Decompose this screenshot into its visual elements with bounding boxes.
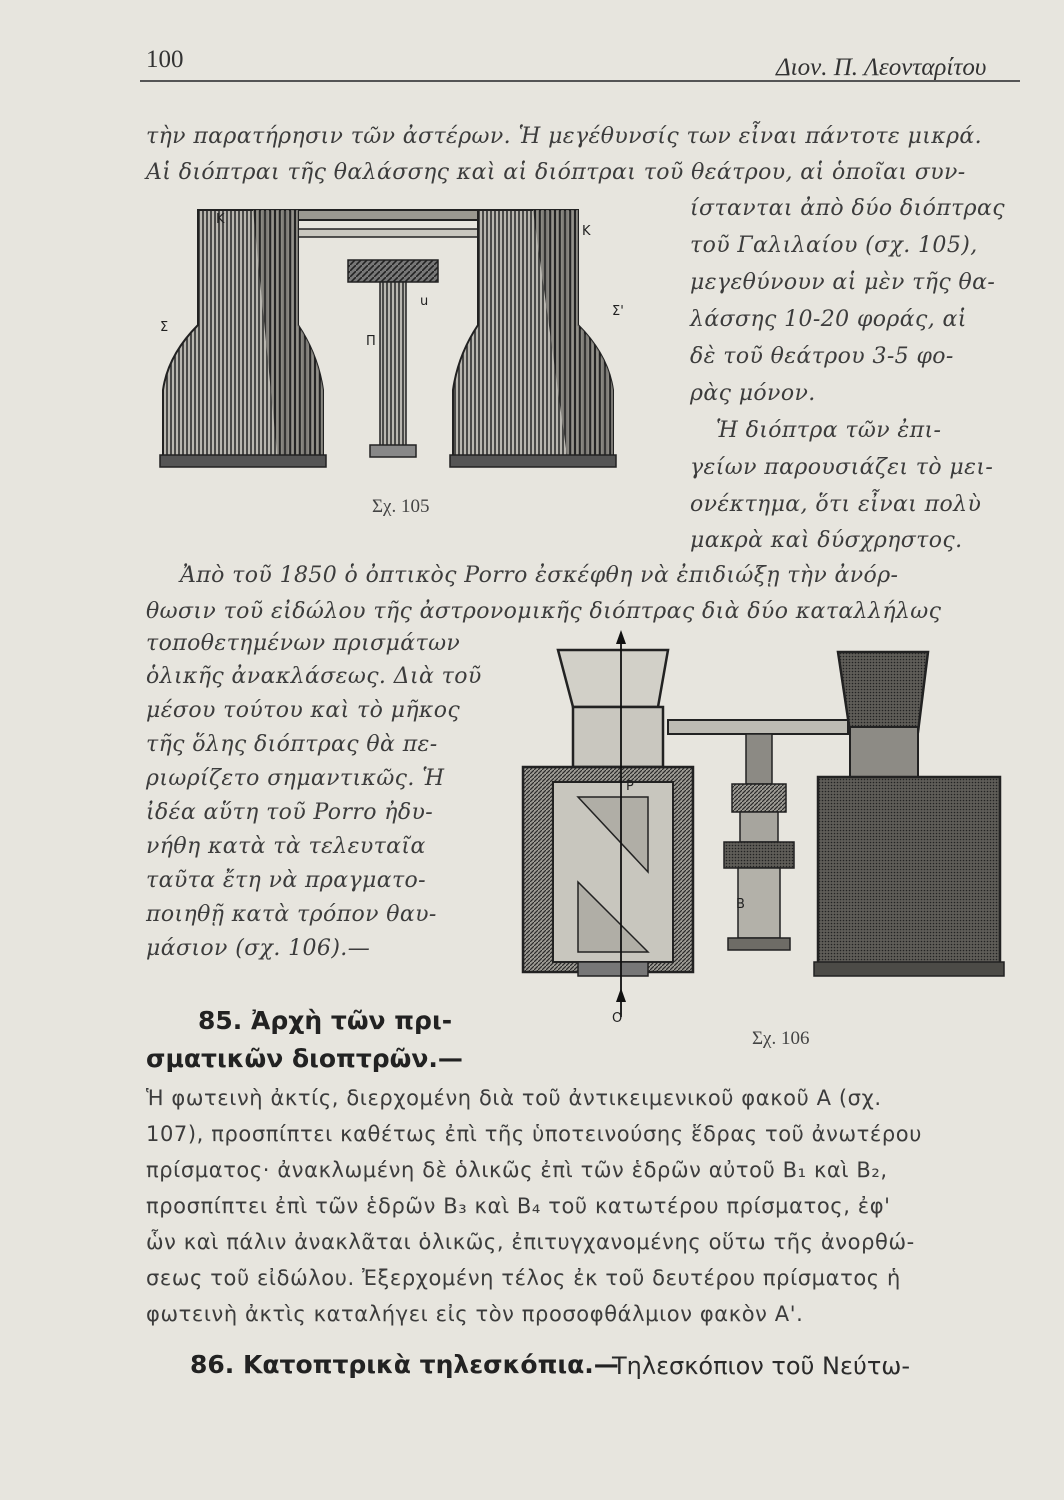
text-line: θωσιν τοῦ εἰδώλου τῆς ἀστρονομικῆς διόπτρας διὰ δύο καταλλήλως xyxy=(146,599,942,624)
text-line: Ἡ φωτεινὴ ἀκτίς, διερχομένη διὰ τοῦ ἀντικειμενικοῦ φακοῦ Α (σχ. xyxy=(146,1086,882,1110)
figure-105-caption: Σχ. 105 xyxy=(372,496,430,517)
label-pi: Π xyxy=(366,334,376,349)
section-85-heading-line1: 85. Ἀρχὴ τῶν πρι- xyxy=(198,1006,453,1035)
label-O: O xyxy=(612,1011,623,1022)
text-line: ταῦτα ἔτη νὰ πραγματο- xyxy=(146,868,426,893)
text-line: τὴν παρατήρησιν τῶν ἀστέρων. Ἡ μεγέθυνσίς των εἶναι πάντοτε μικρά. xyxy=(146,124,983,149)
text-line: ὧν καὶ πάλιν ἀνακλᾶται ὁλικῶς, ἐπιτυγχανομένης οὕτω τῆς ἀνορθώ- xyxy=(146,1230,915,1254)
text-line: μεγεθύνουν αἱ μὲν τῆς θα- xyxy=(690,270,996,295)
label-P: P xyxy=(626,779,634,794)
label-u: u xyxy=(420,294,429,309)
label-K-left: K xyxy=(216,212,225,227)
running-title: Διον. Π. Λεονταρίτου xyxy=(776,54,987,81)
section-86-text: Τηλεσκόπιον τοῦ Νεύτω- xyxy=(612,1352,911,1380)
text-line: νήθη κατὰ τὰ τελευταῖα xyxy=(146,834,426,859)
figure-106-caption: Σχ. 106 xyxy=(752,1028,810,1049)
text-line: Ἀπὸ τοῦ 1850 ὁ ὀπτικὸς Porro ἐσκέφθη νὰ ἐπιδιώξῃ τὴν ἀνόρ- xyxy=(180,563,899,588)
text-line: προσπίπτει ἐπὶ τῶν ἑδρῶν Β₃ καὶ Β₄ τοῦ κατωτέρου πρίσματος, ἐφ' xyxy=(146,1194,891,1218)
text-line: ποιηθῇ κατὰ τρόπον θαυ- xyxy=(146,902,437,927)
text-line: τῆς ὅλης διόπτρας θὰ πε- xyxy=(146,732,438,757)
text-line: σεως τοῦ εἰδώλου. Ἐξερχομένη τέλος ἐκ τοῦ δευτέρου πρίσματος ἡ xyxy=(146,1266,901,1290)
label-K-right: K xyxy=(582,224,591,239)
text-line: ρὰς μόνον. xyxy=(690,381,816,406)
text-line: 107), προσπίπτει καθέτως ἐπὶ τῆς ὑποτεινούσης ἕδρας τοῦ ἀνωτέρου xyxy=(146,1122,922,1146)
text-line: ὁλικῆς ἀνακλάσεως. Διὰ τοῦ xyxy=(146,664,482,689)
figure-106-prismatic-binoculars xyxy=(518,622,1008,1022)
figure-105-opera-glasses xyxy=(158,205,638,475)
label-B: B xyxy=(736,897,745,912)
text-line: ριωρίζετο σημαντικῶς. Ἡ xyxy=(146,766,445,791)
section-85-heading-line2: σματικῶν διοπτρῶν.— xyxy=(146,1044,463,1073)
label-sigma-right: Σ' xyxy=(612,304,624,319)
text-line: μάσιον (σχ. 106).— xyxy=(146,936,371,961)
text-line: τοῦ Γαλιλαίου (σχ. 105), xyxy=(690,233,978,258)
text-line: λάσσης 10-20 φοράς, αἱ xyxy=(690,307,967,332)
text-line: τοποθετημένων πρισμάτων xyxy=(146,631,461,656)
text-line: φωτεινὴ ἀκτὶς καταλήγει εἰς τὸν προσοφθάλμιον φακὸν Α'. xyxy=(146,1302,804,1326)
label-sigma-left: Σ xyxy=(160,320,169,335)
header-rule xyxy=(140,80,1020,82)
text-line: δὲ τοῦ θεάτρου 3-5 φο- xyxy=(690,344,954,369)
text-line: μέσου τούτου καὶ τὸ μῆκος xyxy=(146,698,461,723)
text-line: ίστανται ἀπὸ δύο διόπτρας xyxy=(690,196,1005,221)
text-line: Ἡ διόπτρα τῶν ἐπι- xyxy=(716,418,942,443)
text-line: μακρὰ καὶ δύσχρηστος. xyxy=(690,528,963,553)
section-86-heading: 86. Κατοπτρικὰ τηλεσκόπια.— xyxy=(190,1350,619,1379)
text-line: ονέκτημα, ὅτι εἶναι πολὺ xyxy=(690,492,982,517)
text-line: Αἱ διόπτραι τῆς θαλάσσης καὶ αἱ διόπτραι τοῦ θεάτρου, αἱ ὁποῖαι συν- xyxy=(146,160,966,185)
text-line: γείων παρουσιάζει τὸ μει- xyxy=(690,455,994,480)
text-line: ἰδέα αὕτη τοῦ Porro ἠδυ- xyxy=(146,800,434,825)
text-line: πρίσματος· ἀνακλωμένη δὲ ὁλικῶς ἐπὶ τῶν ἑδρῶν αὐτοῦ Β₁ καὶ Β₂, xyxy=(146,1158,888,1182)
page-number: 100 xyxy=(146,46,184,73)
